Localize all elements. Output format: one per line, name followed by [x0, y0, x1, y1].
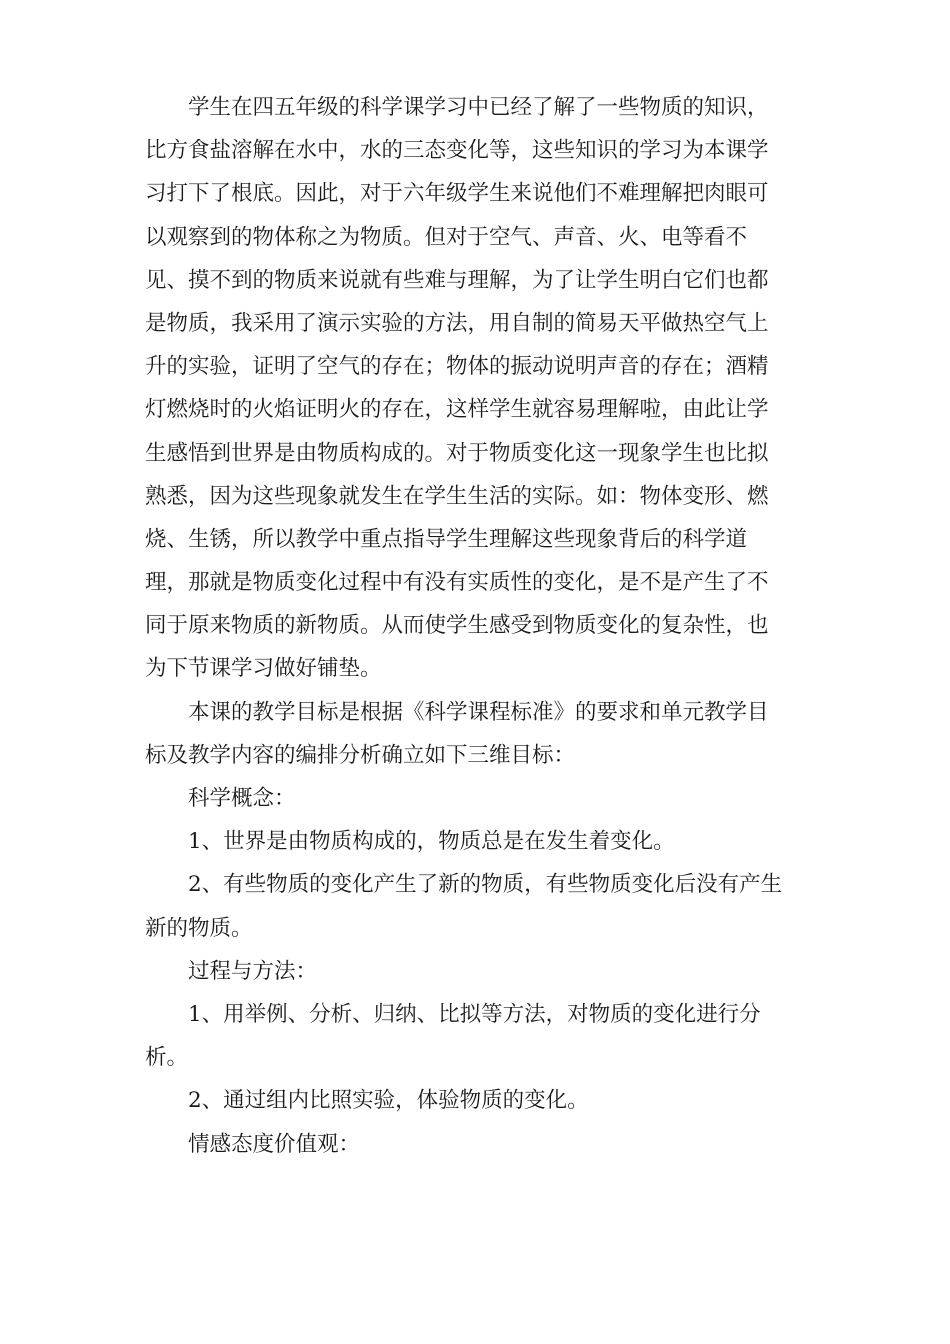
paragraph — [145, 950, 805, 993]
paragraph — [145, 691, 805, 777]
text-line: 烧、生锈，所以教学中重点指导学生理解这些现象背后的科学道 — [145, 526, 748, 552]
text-line: 1、世界是由物质构成的，物质总是在发生着变化。 — [188, 829, 675, 855]
text-line: 为下节课学习做好铺垫。 — [145, 656, 382, 682]
text-line: 是物质，我采用了演示实验的方法，用自制的简易天平做热空气上 — [145, 310, 769, 336]
text-line: 过程与方法： — [188, 958, 318, 984]
text-line: 新的物质。 — [145, 915, 253, 941]
text-line: 科学概念： — [188, 786, 296, 811]
text-line: 1、用举例、分析、归纳、比拟等方法，对物质的变化进行分 — [188, 1001, 761, 1027]
text-line: 以观察到的物体称之为物质。但对于空气、声音、火、电等看不 — [145, 224, 748, 250]
paragraph — [145, 86, 805, 691]
text-line: 习打下了根底。因此，对于六年级学生来说他们不难理解把肉眼可 — [145, 181, 769, 207]
paragraph — [145, 1123, 805, 1166]
text-line: 标及教学内容的编排分析确立如下三维目标： — [145, 742, 576, 768]
text-line: 升的实验，证明了空气的存在；物体的振动说明声音的存在；酒精 — [145, 354, 769, 380]
text-line: 2、有些物质的变化产生了新的物质，有些物质变化后没有产生 — [188, 872, 783, 898]
text-line: 2、通过组内比照实验，体验物质的变化。 — [188, 1088, 589, 1114]
text-line: 灯燃烧时的火焰证明火的存在，这样学生就容易理解啦，由此让学 — [145, 397, 769, 423]
paragraph — [145, 1079, 805, 1122]
text-line: 比方食盐溶解在水中，水的三态变化等，这些知识的学习为本课学 — [145, 138, 769, 164]
paragraph — [145, 993, 805, 1079]
text-line: 同于原来物质的新物质。从而使学生感受到物质变化的复杂性，也 — [145, 613, 769, 639]
document-body — [145, 86, 805, 1166]
text-line: 生感悟到世界是由物质构成的。对于物质变化这一现象学生也比拟 — [145, 440, 769, 466]
text-line: 熟悉，因为这些现象就发生在学生生活的实际。如：物体变形、燃 — [145, 483, 769, 509]
text-line: 析。 — [145, 1045, 189, 1071]
paragraph — [145, 777, 805, 820]
text-line: 情感态度价值观： — [188, 1131, 361, 1157]
text-line: 学生在四五年级的科学课学习中已经了解了一些物质的知识， — [188, 95, 769, 120]
text-line: 本课的教学目标是根据《科学课程标准》的要求和单元教学目 — [188, 699, 769, 725]
text-line: 理，那就是物质变化过程中有没有实质性的变化，是不是产生了不 — [145, 570, 769, 596]
paragraph — [145, 863, 805, 949]
paragraph — [145, 820, 805, 863]
text-line: 见、摸不到的物质来说就有些难与理解，为了让学生明白它们也都 — [145, 267, 769, 293]
